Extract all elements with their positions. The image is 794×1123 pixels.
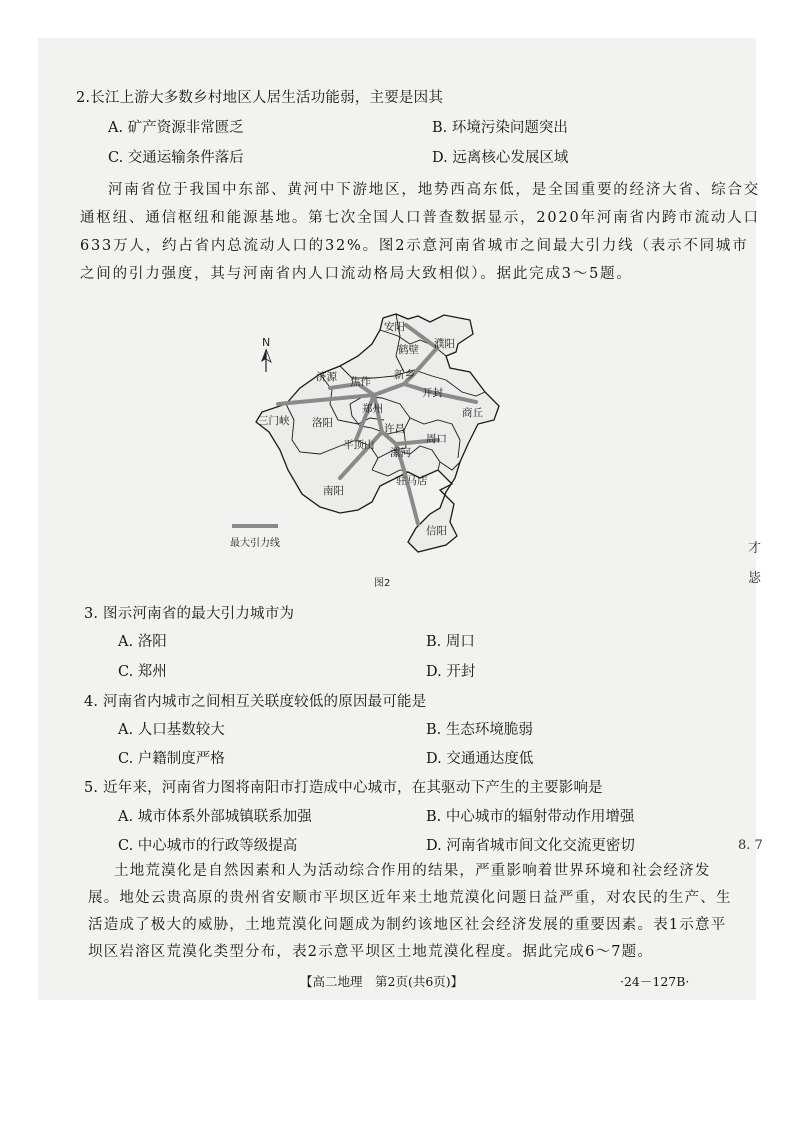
passage-henan-line: 之间的引力强度，其与河南省内人口流动格局大致相似）。据此完成3～5题。 — [80, 266, 633, 282]
passage-henan — [80, 176, 760, 288]
city-label-xinxiang: 新乡 — [394, 369, 415, 381]
q5-option-a: A. 城市体系外部城镇联系加强 — [118, 809, 312, 825]
passage-desertification — [88, 858, 732, 966]
q5-stem: 5. 近年来，河南省力图将南阳市打造成中心城市，在其驱动下产生的主要影响是 — [84, 780, 603, 796]
passage-henan-line: 河南省位于我国中东部、黄河中下游地区，地势西高东低，是全国重要的经济大省、综合交 — [108, 182, 760, 198]
edge-fragment: 毖 — [748, 571, 762, 586]
edge-fragment: 才 — [748, 541, 762, 556]
paper-code: ·24－127B· — [620, 974, 690, 989]
city-label-zhoukou: 周口 — [426, 433, 447, 445]
city-label-sanmenxia: 三门峡 — [258, 415, 290, 427]
legend-label: 最大引力线 — [230, 538, 280, 549]
q5-option-b: B. 中心城市的辐射带动作用增强 — [426, 809, 635, 825]
q4-stem: 4. 河南省内城市之间相互关联度较低的原因最可能是 — [84, 694, 427, 710]
q4-option-a: A. 人口基数较大 — [118, 722, 225, 738]
henan-map-figure — [220, 305, 520, 595]
city-label-luohe: 漯河 — [390, 447, 411, 459]
north-label: N — [262, 336, 271, 349]
city-label-puyang: 濮阳 — [434, 338, 455, 350]
city-label-xinyang: 信阳 — [426, 525, 447, 537]
q5-option-d: D. 河南省城市间文化交流更密切 — [426, 838, 635, 854]
city-label-zhumadian: 驻马店 — [396, 475, 428, 487]
q3-option-d: D. 开封 — [426, 664, 476, 680]
city-label-anyang: 安阳 — [384, 321, 405, 333]
city-label-pingdingshan: 平顶山 — [343, 439, 375, 451]
passage-henan-line: 633万人，约占省内总流动人口的32%。图2示意河南省城市之间最大引力线（表示不同城市 — [80, 238, 749, 254]
city-label-kaifeng: 开封 — [422, 387, 443, 399]
q4-option-c: C. 户籍制度严格 — [118, 751, 225, 767]
q5-option-c: C. 中心城市的行政等级提高 — [118, 838, 298, 854]
passage-henan-line: 通枢纽、通信枢纽和能源基地。第七次全国人口普查数据显示，2020年河南省内跨市流动人口 — [80, 210, 760, 226]
q3-option-a: A. 洛阳 — [118, 634, 167, 650]
q3-stem: 3. 图示河南省的最大引力城市为 — [84, 606, 295, 622]
q2-option-c: C. 交通运输条件落后 — [108, 150, 244, 166]
q4-option-d: D. 交通通达度低 — [426, 751, 534, 767]
q2-stem: 2.长江上游大多数乡村地区人居生活功能弱，主要是因其 — [76, 90, 444, 106]
passage-desertification-line: 活造成了极大的威胁，土地荒漠化问题成为制约该地区社会经济发展的重要因素。表1示意平 — [88, 917, 727, 933]
north-arrow-icon — [261, 336, 271, 372]
city-label-jiaozuo: 焦作 — [350, 376, 371, 388]
city-label-shangqiu: 商丘 — [462, 407, 483, 419]
city-label-nanyang: 南阳 — [323, 485, 344, 497]
city-label-jiyuan: 济源 — [316, 371, 337, 383]
city-label-luoyang: 洛阳 — [312, 417, 333, 429]
figure-caption: 图2 — [374, 578, 391, 589]
q2-option-d: D. 远离核心发展区域 — [432, 150, 569, 166]
q3-option-b: B. 周口 — [426, 634, 475, 650]
city-label-hebi: 鹤壁 — [398, 344, 419, 356]
q3-option-c: C. 郑州 — [118, 664, 167, 680]
page-footer: 【高二地理 第2页(共6页)】 — [300, 974, 464, 989]
city-label-xuchang: 许昌 — [384, 423, 405, 435]
passage-desertification-line: 土地荒漠化是自然因素和人为活动综合作用的结果，严重影响着世界环境和社会经济发 — [114, 863, 711, 879]
q2-option-a: A. 矿产资源非常匮乏 — [108, 120, 244, 136]
passage-desertification-line: 坝区岩溶区荒漠化类型分布，表2示意平坝区土地荒漠化程度。据此完成6～7题。 — [88, 944, 654, 960]
q4-option-b: B. 生态环境脆弱 — [426, 722, 533, 738]
edge-fragment: 8. 7 — [738, 838, 763, 853]
passage-desertification-line: 展。地处云贵高原的贵州省安顺市平坝区近年来土地荒漠化问题日益严重，对农民的生产、生 — [88, 890, 732, 906]
q2-option-b: B. 环境污染问题突出 — [432, 120, 568, 136]
city-label-zhengzhou: 郑州 — [362, 403, 383, 415]
